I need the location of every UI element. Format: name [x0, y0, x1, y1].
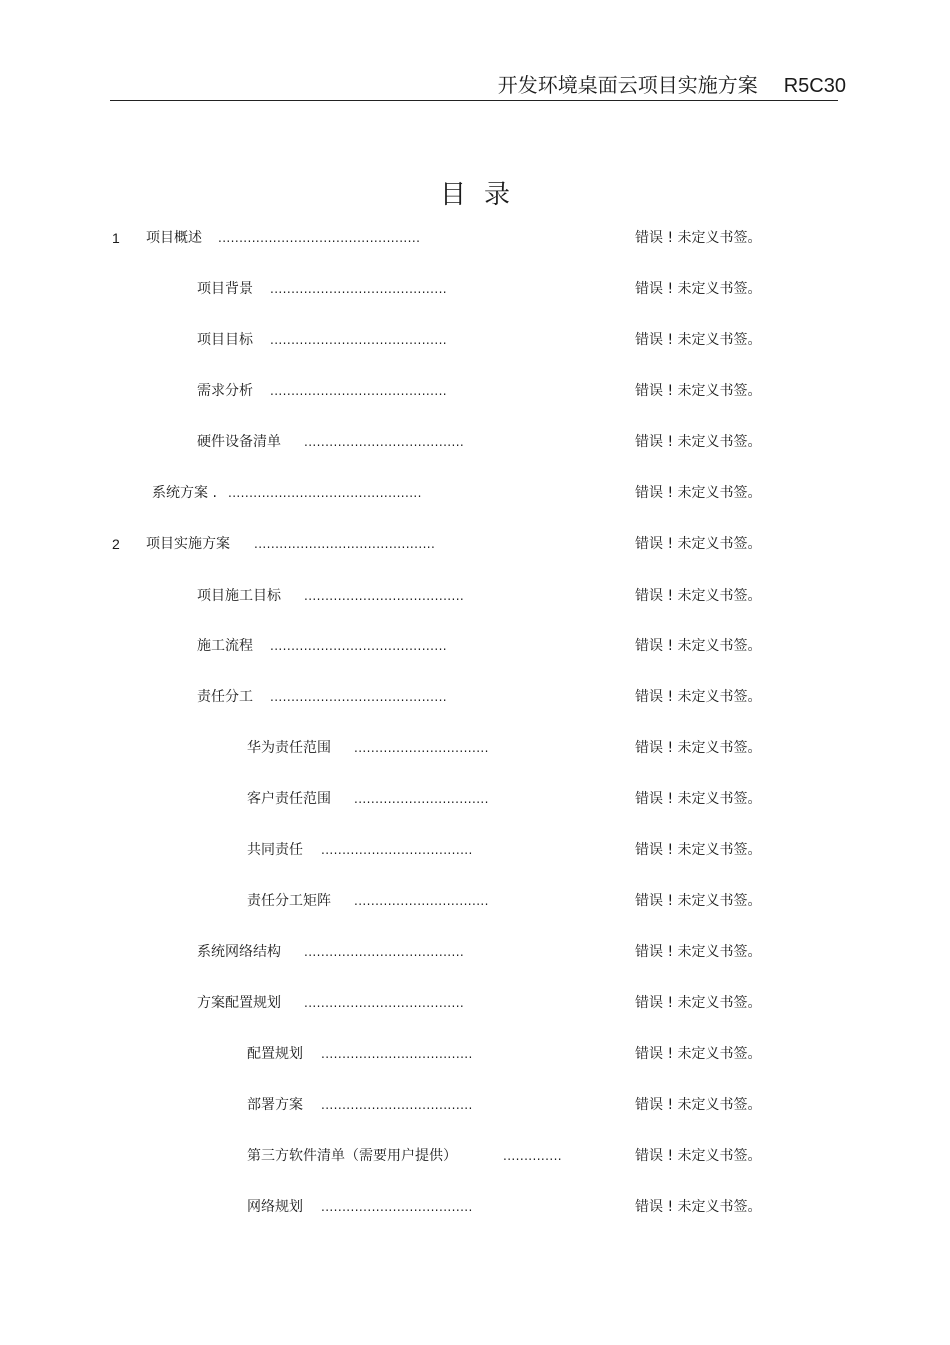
toc-entry-page-ref: 错误 ! 未定义书签。 — [635, 893, 762, 909]
toc-entry-label: 施工流程 — [197, 638, 253, 654]
toc-dot-leader: ................................................ — [218, 231, 420, 245]
toc-entry-page-ref: 错误 ! 未定义书签。 — [635, 791, 762, 807]
toc-entry-label: 第三方软件清单（需要用户提供） — [247, 1148, 457, 1164]
toc-dot-leader: ...................................... — [304, 435, 464, 449]
toc-entry[interactable] — [0, 380, 950, 402]
toc-entry-page-ref: 错误 ! 未定义书签。 — [635, 995, 762, 1011]
toc-dot-leader: .......................................... — [270, 384, 447, 398]
toc-entry[interactable] — [0, 788, 950, 810]
toc-dot-leader: ...................................... — [304, 945, 464, 959]
toc-dot-leader: ...................................... — [304, 589, 464, 603]
toc-entry[interactable] — [0, 482, 950, 504]
toc-entry[interactable] — [0, 1094, 950, 1116]
toc-entry-label: 系统方案 . — [152, 485, 217, 501]
toc-entry-label: 网络规划 — [247, 1199, 303, 1215]
toc-dot-leader: .............. — [503, 1149, 563, 1163]
toc-entry-page-ref: 错误 ! 未定义书签。 — [635, 1046, 762, 1062]
toc-entry-label: 华为责任范围 — [247, 740, 331, 756]
toc-entry-label: 部署方案 — [247, 1097, 303, 1113]
toc-dot-leader: ...................................... — [304, 996, 464, 1010]
toc-dot-leader: ................................ — [354, 741, 489, 755]
toc-entry[interactable] — [0, 329, 950, 351]
toc-entry-label: 项目目标 — [197, 332, 253, 348]
toc-entry[interactable] — [0, 227, 950, 249]
toc-entry[interactable] — [0, 585, 950, 607]
toc-dot-leader: .............................................. — [228, 486, 422, 500]
toc-entry-page-ref: 错误 ! 未定义书签。 — [635, 536, 762, 552]
toc-entry-number: 2 — [112, 536, 120, 552]
toc-dot-leader: .......................................... — [270, 282, 447, 296]
toc-entry[interactable] — [0, 431, 950, 453]
toc-entry-page-ref: 错误 ! 未定义书签。 — [635, 1148, 762, 1164]
toc-entry-page-ref: 错误 ! 未定义书签。 — [635, 842, 762, 858]
toc-entry-page-ref: 错误 ! 未定义书签。 — [635, 383, 762, 399]
toc-entry-label: 硬件设备清单 — [197, 434, 281, 450]
toc-entry-page-ref: 错误 ! 未定义书签。 — [635, 740, 762, 756]
toc-entry-label: 责任分工矩阵 — [247, 893, 331, 909]
toc-entry-page-ref: 错误 ! 未定义书签。 — [635, 689, 762, 705]
toc-entry-label: 责任分工 — [197, 689, 253, 705]
toc-entry-page-ref: 错误 ! 未定义书签。 — [635, 485, 762, 501]
toc-dot-leader: ................................ — [354, 792, 489, 806]
toc-entry-page-ref: 错误 ! 未定义书签。 — [635, 434, 762, 450]
toc-entry[interactable] — [0, 839, 950, 861]
toc-entry[interactable] — [0, 890, 950, 912]
toc-entry[interactable] — [0, 941, 950, 963]
toc-dot-leader: .................................... — [321, 1200, 473, 1214]
toc-dot-leader: .................................... — [321, 1047, 473, 1061]
toc-dot-leader: .......................................... — [270, 639, 447, 653]
toc-entry-page-ref: 错误 ! 未定义书签。 — [635, 281, 762, 297]
toc-entry-label: 需求分析 — [197, 383, 253, 399]
toc-entry-page-ref: 错误 ! 未定义书签。 — [635, 944, 762, 960]
toc-entry-page-ref: 错误 ! 未定义书签。 — [635, 230, 762, 246]
toc-entry-label: 项目概述 — [146, 230, 202, 246]
toc-dot-leader: .................................... — [321, 1098, 473, 1112]
toc-dot-leader: .......................................... — [270, 690, 447, 704]
toc-entry-label: 项目背景 — [197, 281, 253, 297]
toc-entry-label: 系统网络结构 — [197, 944, 281, 960]
toc-entry[interactable] — [0, 1043, 950, 1065]
toc-entry-page-ref: 错误 ! 未定义书签。 — [635, 1097, 762, 1113]
document-title: 开发环境桌面云项目实施方案 — [497, 73, 758, 97]
toc-entry-label: 配置规划 — [247, 1046, 303, 1062]
toc-entry[interactable] — [0, 278, 950, 300]
toc-entry[interactable] — [0, 1196, 950, 1218]
toc-entry-label: 项目实施方案 — [146, 536, 230, 552]
toc-entry-label: 项目施工目标 — [197, 588, 281, 604]
toc-entry[interactable] — [0, 533, 950, 555]
toc-entry[interactable] — [0, 1145, 950, 1167]
toc-entry-page-ref: 错误 ! 未定义书签。 — [635, 588, 762, 604]
document-code: R5C30 — [783, 75, 846, 97]
toc-dot-leader: ........................................... — [254, 537, 436, 551]
toc-entry-page-ref: 错误 ! 未定义书签。 — [635, 1199, 762, 1215]
toc-entry-page-ref: 错误 ! 未定义书签。 — [635, 332, 762, 348]
toc-entry[interactable] — [0, 992, 950, 1014]
toc-entry-label: 客户责任范围 — [247, 791, 331, 807]
toc-entry-page-ref: 错误 ! 未定义书签。 — [635, 638, 762, 654]
toc-dot-leader: .................................... — [321, 843, 473, 857]
toc-dot-leader: .......................................... — [270, 333, 447, 347]
toc-entry-number: 1 — [112, 230, 120, 246]
toc-entry[interactable] — [0, 686, 950, 708]
toc-entry-label: 共同责任 — [247, 842, 303, 858]
toc-entry[interactable] — [0, 737, 950, 759]
toc-entry-label: 方案配置规划 — [197, 995, 281, 1011]
toc-heading: 目录 — [439, 180, 528, 210]
toc-dot-leader: ................................ — [354, 894, 489, 908]
toc-entry[interactable] — [0, 635, 950, 657]
